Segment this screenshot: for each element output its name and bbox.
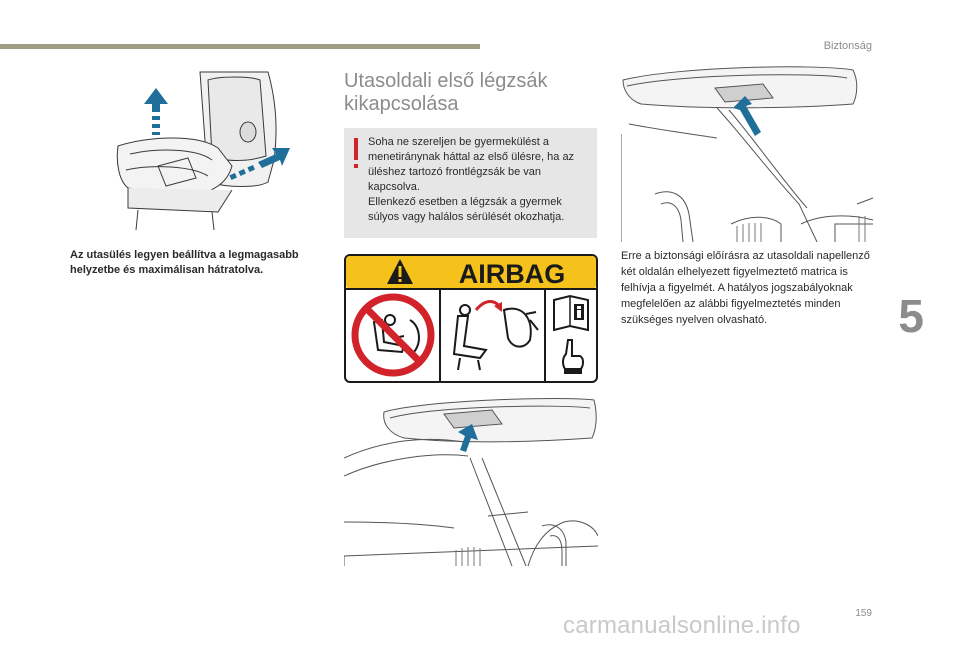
warning-icon (354, 138, 358, 160)
header-rule (0, 44, 480, 49)
warning-line-2: Ellenkező esetben a légzsák a gyermek súlyos vagy halálos sérülését okozhatja. (368, 196, 565, 223)
watermark: carmanualsonline.info (563, 612, 801, 639)
warning-icon-dot (354, 164, 358, 168)
sun-visor-illustration-top (621, 64, 874, 242)
up-arrow-icon (144, 88, 168, 135)
section-title: Biztonság (823, 40, 872, 52)
page-title: Utasoldali első légzsák kikapcsolása (344, 70, 548, 115)
airbag-warning-label (344, 254, 598, 383)
warning-text (368, 135, 590, 225)
seat-caption: Az utasülés legyen beállítva a legmagasabb helyzetbe és maximálisan hátratolva. (70, 249, 299, 276)
chapter-number: 5 (898, 290, 924, 342)
seat-illustration (108, 70, 304, 242)
read-manual-icon (554, 296, 588, 330)
warning-line-1: Soha ne szereljen be gyermekülést a menetiránynak háttal az első ülésre, ha az üléshez tartozó frontlégzsák be van kapcsolva. (368, 136, 575, 193)
page-number: 159 (855, 608, 872, 619)
sticker-description: Erre a biztonsági előírásra az utasoldali napellenző két oldalán elhelyezett figyelmeztető matrica is felhívja a figyelmét. A hatályos jogszabályoknak megfelelően az alábbi figyelmeztetés minden szükséges nyelven olvasható. (621, 250, 870, 326)
warning-box (344, 128, 597, 238)
sun-visor-illustration-bottom (344, 396, 598, 568)
no-rear-facing-child-seat-icon (355, 297, 431, 373)
airbag-label-text: AIRBAG (458, 259, 566, 289)
